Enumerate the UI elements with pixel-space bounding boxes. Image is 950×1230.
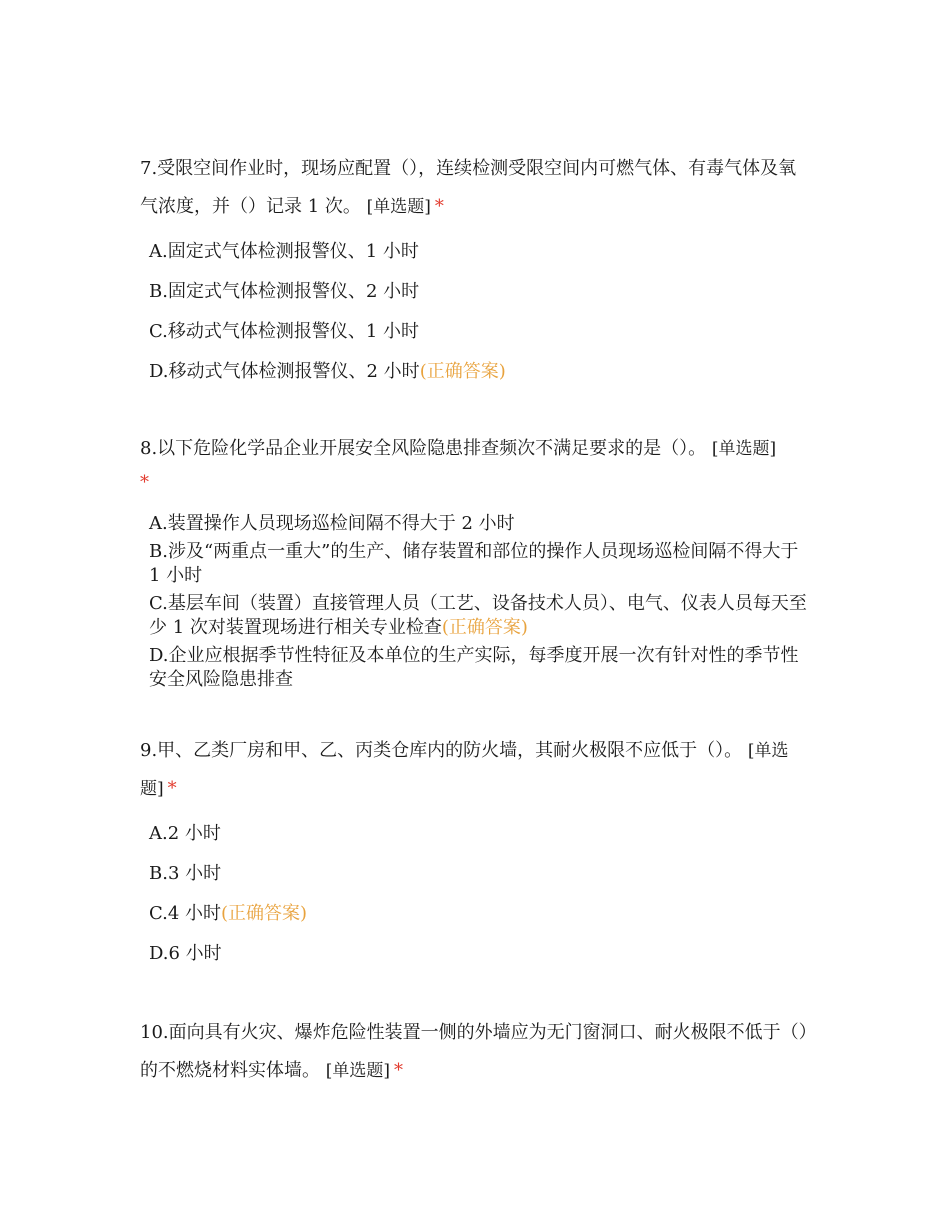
question-title [140,432,810,500]
question-10 [140,1014,810,1090]
question-title [140,150,810,226]
question-text: 9.甲、乙类厂房和甲、乙、丙类仓库内的防火墙，其耐火极限不应低于（）。 [140,740,743,761]
required-mark: * [434,196,444,217]
option-text: C.4 小时 [149,903,222,924]
correct-answer-label: (正确答案) [419,361,506,382]
option-text: D.6 小时 [149,943,222,964]
option-list [149,232,810,392]
option-text: B.3 小时 [149,863,222,884]
option-text: D.移动式气体检测报警仪、2 小时 [149,361,420,382]
question-text: 10.面向具有火灾、爆炸危险性装置一侧的外墙应为无门窗洞口、耐火极限不低于（）的不燃烧材料实体墙。 [140,1022,808,1081]
option-d[interactable] [149,934,810,974]
option-b[interactable] [149,540,810,588]
question-type: [单选题] [711,439,777,459]
option-text: C.基层车间（装置）直接管理人员（工艺、设备技术人员）、电气、仪表人员每天至少 1 次对装置现场进行相关专业检查 [149,593,807,638]
option-a[interactable] [149,814,810,854]
option-d[interactable] [149,352,810,392]
option-list [149,814,810,974]
option-text: B.固定式气体检测报警仪、2 小时 [149,281,420,302]
option-b[interactable] [149,854,810,894]
question-9 [140,732,810,974]
question-7 [140,150,810,392]
required-mark: * [394,1060,403,1081]
question-type: [单选题] [325,1061,390,1081]
correct-answer-label: (正确答案) [441,617,528,638]
option-list [149,512,810,692]
question-type: [单选题] [366,197,431,217]
option-c[interactable] [149,592,810,640]
option-c[interactable] [149,894,810,934]
option-text: B.涉及“两重点一重大”的生产、储存装置和部位的操作人员现场巡检间隔不得大于 1 小时 [149,541,799,586]
correct-answer-label: (正确答案) [221,903,308,924]
option-text: C.移动式气体检测报警仪、1 小时 [149,321,420,342]
option-text: A.固定式气体检测报警仪、1 小时 [149,241,419,262]
option-text: D.企业应根据季节性特征及本单位的生产实际，每季度开展一次有针对性的季节性安全风险隐患排查 [149,645,799,690]
option-text: A.2 小时 [149,823,221,844]
option-b[interactable] [149,272,810,312]
option-c[interactable] [149,312,810,352]
required-mark: * [167,778,177,799]
option-a[interactable] [149,232,810,272]
question-list [140,150,810,1090]
question-title [140,732,810,808]
question-text: 7.受限空间作业时，现场应配置（），连续检测受限空间内可燃气体、有毒气体及氧气浓度，并（）记录 1 次。 [140,158,797,217]
required-mark: * [140,472,149,493]
question-title [140,1014,810,1090]
question-8 [140,432,810,692]
question-type: [单选题] [140,741,789,799]
option-d[interactable] [149,644,810,692]
question-text: 8.以下危险化学品企业开展安全风险隐患排查频次不满足要求的是（）。 [140,438,707,459]
option-text: A.装置操作人员现场巡检间隔不得大于 2 小时 [149,513,515,534]
option-a[interactable] [149,512,810,536]
